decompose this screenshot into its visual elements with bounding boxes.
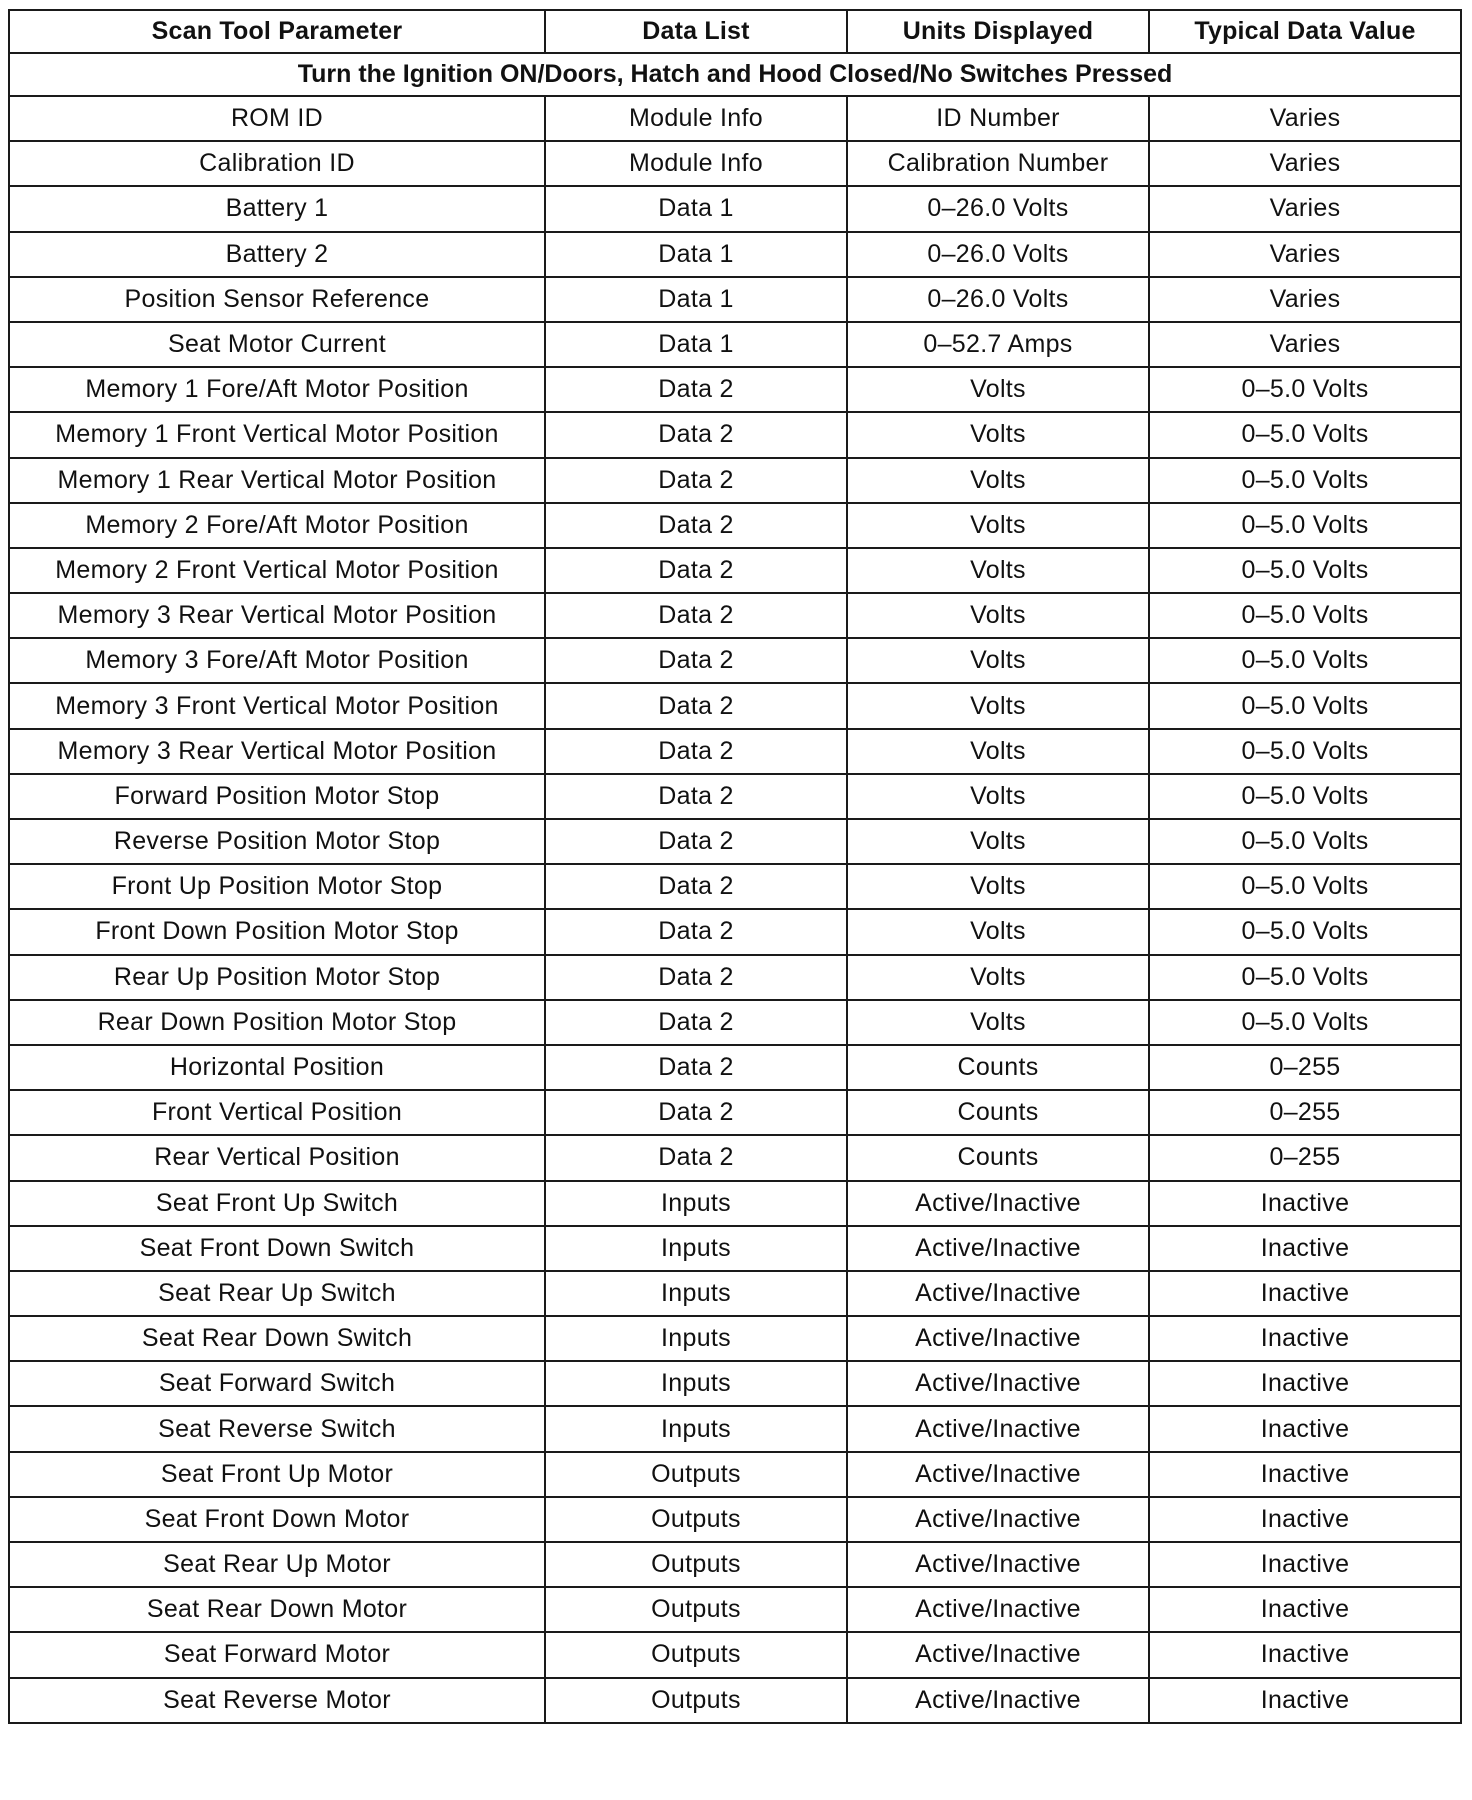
cell-units-displayed: Active/Inactive: [847, 1406, 1149, 1451]
cell-typical-data-value: Varies: [1149, 141, 1461, 186]
cell-data-list: Inputs: [545, 1406, 847, 1451]
cell-data-list: Data 2: [545, 819, 847, 864]
cell-typical-data-value: Inactive: [1149, 1542, 1461, 1587]
condition-label: Turn the Ignition ON/Doors, Hatch and Hood Closed/No Switches Pressed: [9, 53, 1461, 96]
cell-units-displayed: 0–26.0 Volts: [847, 232, 1149, 277]
cell-typical-data-value: 0–255: [1149, 1090, 1461, 1135]
cell-data-list: Data 1: [545, 277, 847, 322]
cell-typical-data-value: Varies: [1149, 277, 1461, 322]
cell-data-list: Data 2: [545, 593, 847, 638]
cell-units-displayed: Volts: [847, 729, 1149, 774]
scan-tool-data-page: [8, 9, 1460, 1724]
cell-units-displayed: 0–52.7 Amps: [847, 322, 1149, 367]
table-row: [9, 1497, 1461, 1542]
cell-data-list: Data 2: [545, 367, 847, 412]
cell-parameter: Battery 2: [9, 232, 545, 277]
cell-data-list: Inputs: [545, 1226, 847, 1271]
cell-typical-data-value: 0–5.0 Volts: [1149, 774, 1461, 819]
table-row: [9, 1316, 1461, 1361]
cell-parameter: Memory 1 Rear Vertical Motor Position: [9, 458, 545, 503]
cell-data-list: Outputs: [545, 1542, 847, 1587]
table-row: [9, 322, 1461, 367]
cell-parameter: Seat Reverse Switch: [9, 1406, 545, 1451]
cell-parameter: Memory 3 Fore/Aft Motor Position: [9, 638, 545, 683]
table-row: [9, 1452, 1461, 1497]
cell-typical-data-value: Inactive: [1149, 1316, 1461, 1361]
table-row: [9, 819, 1461, 864]
cell-units-displayed: Volts: [847, 864, 1149, 909]
cell-units-displayed: Volts: [847, 458, 1149, 503]
cell-typical-data-value: 0–5.0 Volts: [1149, 503, 1461, 548]
cell-units-displayed: Volts: [847, 819, 1149, 864]
cell-parameter: Forward Position Motor Stop: [9, 774, 545, 819]
cell-parameter: Battery 1: [9, 186, 545, 231]
table-row: [9, 1135, 1461, 1180]
cell-typical-data-value: 0–255: [1149, 1135, 1461, 1180]
cell-parameter: Position Sensor Reference: [9, 277, 545, 322]
header-row: [9, 10, 1461, 53]
table-row: [9, 1045, 1461, 1090]
cell-data-list: Data 1: [545, 232, 847, 277]
table-header: [9, 10, 1461, 53]
cell-data-list: Data 2: [545, 458, 847, 503]
cell-typical-data-value: Inactive: [1149, 1181, 1461, 1226]
cell-units-displayed: Calibration Number: [847, 141, 1149, 186]
cell-data-list: Data 2: [545, 638, 847, 683]
cell-data-list: Data 2: [545, 503, 847, 548]
table-row: [9, 458, 1461, 503]
cell-parameter: Front Down Position Motor Stop: [9, 909, 545, 954]
cell-parameter: Seat Rear Up Motor: [9, 1542, 545, 1587]
cell-units-displayed: Volts: [847, 593, 1149, 638]
cell-parameter: Seat Rear Up Switch: [9, 1271, 545, 1316]
table-body: [9, 53, 1461, 1723]
cell-units-displayed: 0–26.0 Volts: [847, 186, 1149, 231]
scan-tool-data-table: [8, 9, 1462, 1724]
cell-data-list: Outputs: [545, 1632, 847, 1677]
header-data-list: Data List: [545, 10, 847, 53]
cell-units-displayed: Volts: [847, 774, 1149, 819]
cell-typical-data-value: 0–255: [1149, 1045, 1461, 1090]
cell-typical-data-value: Inactive: [1149, 1406, 1461, 1451]
cell-data-list: Data 1: [545, 322, 847, 367]
cell-parameter: Seat Rear Down Motor: [9, 1587, 545, 1632]
cell-typical-data-value: 0–5.0 Volts: [1149, 864, 1461, 909]
cell-units-displayed: Volts: [847, 503, 1149, 548]
cell-data-list: Data 2: [545, 909, 847, 954]
cell-parameter: Seat Rear Down Switch: [9, 1316, 545, 1361]
cell-parameter: Memory 1 Fore/Aft Motor Position: [9, 367, 545, 412]
cell-parameter: Seat Front Down Switch: [9, 1226, 545, 1271]
table-row: [9, 503, 1461, 548]
cell-parameter: Reverse Position Motor Stop: [9, 819, 545, 864]
table-row: [9, 774, 1461, 819]
cell-data-list: Data 2: [545, 412, 847, 457]
cell-data-list: Inputs: [545, 1271, 847, 1316]
cell-parameter: Seat Reverse Motor: [9, 1678, 545, 1723]
cell-data-list: Inputs: [545, 1316, 847, 1361]
cell-data-list: Data 2: [545, 1045, 847, 1090]
cell-units-displayed: Volts: [847, 955, 1149, 1000]
cell-data-list: Data 2: [545, 729, 847, 774]
table-row: [9, 412, 1461, 457]
cell-typical-data-value: 0–5.0 Volts: [1149, 412, 1461, 457]
table-row: [9, 729, 1461, 774]
cell-parameter: Front Vertical Position: [9, 1090, 545, 1135]
cell-data-list: Data 2: [545, 864, 847, 909]
cell-parameter: Seat Forward Motor: [9, 1632, 545, 1677]
cell-data-list: Data 2: [545, 774, 847, 819]
cell-typical-data-value: Varies: [1149, 186, 1461, 231]
cell-parameter: Front Up Position Motor Stop: [9, 864, 545, 909]
cell-units-displayed: Volts: [847, 367, 1149, 412]
cell-parameter: Horizontal Position: [9, 1045, 545, 1090]
cell-data-list: Inputs: [545, 1181, 847, 1226]
cell-typical-data-value: Inactive: [1149, 1361, 1461, 1406]
table-row: [9, 1632, 1461, 1677]
cell-parameter: Memory 3 Front Vertical Motor Position: [9, 683, 545, 728]
table-row: [9, 232, 1461, 277]
cell-typical-data-value: 0–5.0 Volts: [1149, 458, 1461, 503]
header-typical-data-value: Typical Data Value: [1149, 10, 1461, 53]
cell-data-list: Data 2: [545, 1090, 847, 1135]
table-row: [9, 593, 1461, 638]
cell-units-displayed: Active/Inactive: [847, 1497, 1149, 1542]
cell-units-displayed: Volts: [847, 638, 1149, 683]
cell-data-list: Inputs: [545, 1361, 847, 1406]
table-row: [9, 864, 1461, 909]
cell-typical-data-value: 0–5.0 Volts: [1149, 909, 1461, 954]
cell-typical-data-value: 0–5.0 Volts: [1149, 593, 1461, 638]
cell-data-list: Data 2: [545, 1135, 847, 1180]
cell-units-displayed: 0–26.0 Volts: [847, 277, 1149, 322]
table-row: [9, 1181, 1461, 1226]
cell-parameter: Memory 1 Front Vertical Motor Position: [9, 412, 545, 457]
cell-typical-data-value: Inactive: [1149, 1226, 1461, 1271]
cell-data-list: Data 2: [545, 1000, 847, 1045]
cell-typical-data-value: Inactive: [1149, 1271, 1461, 1316]
cell-units-displayed: Active/Inactive: [847, 1181, 1149, 1226]
cell-units-displayed: Volts: [847, 1000, 1149, 1045]
cell-parameter: Memory 2 Front Vertical Motor Position: [9, 548, 545, 593]
cell-data-list: Outputs: [545, 1497, 847, 1542]
cell-typical-data-value: 0–5.0 Volts: [1149, 638, 1461, 683]
cell-parameter: Rear Down Position Motor Stop: [9, 1000, 545, 1045]
cell-parameter: Memory 3 Rear Vertical Motor Position: [9, 729, 545, 774]
table-row: [9, 1000, 1461, 1045]
table-row: [9, 1406, 1461, 1451]
cell-typical-data-value: Inactive: [1149, 1452, 1461, 1497]
cell-units-displayed: Active/Inactive: [847, 1587, 1149, 1632]
cell-units-displayed: Active/Inactive: [847, 1316, 1149, 1361]
cell-parameter: Rear Up Position Motor Stop: [9, 955, 545, 1000]
cell-typical-data-value: 0–5.0 Volts: [1149, 819, 1461, 864]
cell-data-list: Outputs: [545, 1587, 847, 1632]
cell-typical-data-value: 0–5.0 Volts: [1149, 683, 1461, 728]
cell-units-displayed: Volts: [847, 909, 1149, 954]
cell-units-displayed: Counts: [847, 1045, 1149, 1090]
cell-parameter: Memory 2 Fore/Aft Motor Position: [9, 503, 545, 548]
cell-units-displayed: Active/Inactive: [847, 1452, 1149, 1497]
cell-units-displayed: Active/Inactive: [847, 1226, 1149, 1271]
table-row: [9, 955, 1461, 1000]
cell-parameter: Rear Vertical Position: [9, 1135, 545, 1180]
table-row: [9, 1542, 1461, 1587]
cell-parameter: ROM ID: [9, 96, 545, 141]
cell-units-displayed: Volts: [847, 412, 1149, 457]
cell-typical-data-value: 0–5.0 Volts: [1149, 955, 1461, 1000]
table-row: [9, 277, 1461, 322]
table-row: [9, 638, 1461, 683]
cell-parameter: Seat Motor Current: [9, 322, 545, 367]
table-row: [9, 909, 1461, 954]
cell-data-list: Outputs: [545, 1678, 847, 1723]
table-row: [9, 367, 1461, 412]
cell-units-displayed: Active/Inactive: [847, 1678, 1149, 1723]
cell-parameter: Seat Front Up Switch: [9, 1181, 545, 1226]
cell-units-displayed: Volts: [847, 683, 1149, 728]
table-row: [9, 186, 1461, 231]
table-row: [9, 1090, 1461, 1135]
condition-row: [9, 53, 1461, 96]
cell-typical-data-value: Varies: [1149, 96, 1461, 141]
cell-units-displayed: Active/Inactive: [847, 1542, 1149, 1587]
cell-typical-data-value: Inactive: [1149, 1632, 1461, 1677]
cell-units-displayed: Active/Inactive: [847, 1632, 1149, 1677]
cell-typical-data-value: 0–5.0 Volts: [1149, 729, 1461, 774]
cell-typical-data-value: 0–5.0 Volts: [1149, 367, 1461, 412]
cell-data-list: Data 2: [545, 955, 847, 1000]
cell-typical-data-value: 0–5.0 Volts: [1149, 1000, 1461, 1045]
cell-typical-data-value: Varies: [1149, 232, 1461, 277]
cell-parameter: Seat Front Up Motor: [9, 1452, 545, 1497]
cell-data-list: Data 1: [545, 186, 847, 231]
table-row: [9, 1361, 1461, 1406]
cell-typical-data-value: 0–5.0 Volts: [1149, 548, 1461, 593]
table-row: [9, 683, 1461, 728]
cell-units-displayed: Counts: [847, 1090, 1149, 1135]
cell-units-displayed: Counts: [847, 1135, 1149, 1180]
header-units-displayed: Units Displayed: [847, 10, 1149, 53]
cell-typical-data-value: Inactive: [1149, 1678, 1461, 1723]
cell-typical-data-value: Inactive: [1149, 1587, 1461, 1632]
table-row: [9, 1587, 1461, 1632]
cell-data-list: Data 2: [545, 548, 847, 593]
cell-parameter: Calibration ID: [9, 141, 545, 186]
cell-data-list: Outputs: [545, 1452, 847, 1497]
table-row: [9, 1226, 1461, 1271]
cell-typical-data-value: Inactive: [1149, 1497, 1461, 1542]
table-row: [9, 1678, 1461, 1723]
cell-parameter: Memory 3 Rear Vertical Motor Position: [9, 593, 545, 638]
cell-data-list: Data 2: [545, 683, 847, 728]
table-row: [9, 1271, 1461, 1316]
cell-parameter: Seat Forward Switch: [9, 1361, 545, 1406]
cell-units-displayed: ID Number: [847, 96, 1149, 141]
header-scan-tool-parameter: Scan Tool Parameter: [9, 10, 545, 53]
cell-typical-data-value: Varies: [1149, 322, 1461, 367]
table-row: [9, 548, 1461, 593]
cell-units-displayed: Active/Inactive: [847, 1271, 1149, 1316]
cell-parameter: Seat Front Down Motor: [9, 1497, 545, 1542]
table-row: [9, 141, 1461, 186]
cell-units-displayed: Active/Inactive: [847, 1361, 1149, 1406]
cell-data-list: Module Info: [545, 96, 847, 141]
cell-units-displayed: Volts: [847, 548, 1149, 593]
table-row: [9, 96, 1461, 141]
cell-data-list: Module Info: [545, 141, 847, 186]
